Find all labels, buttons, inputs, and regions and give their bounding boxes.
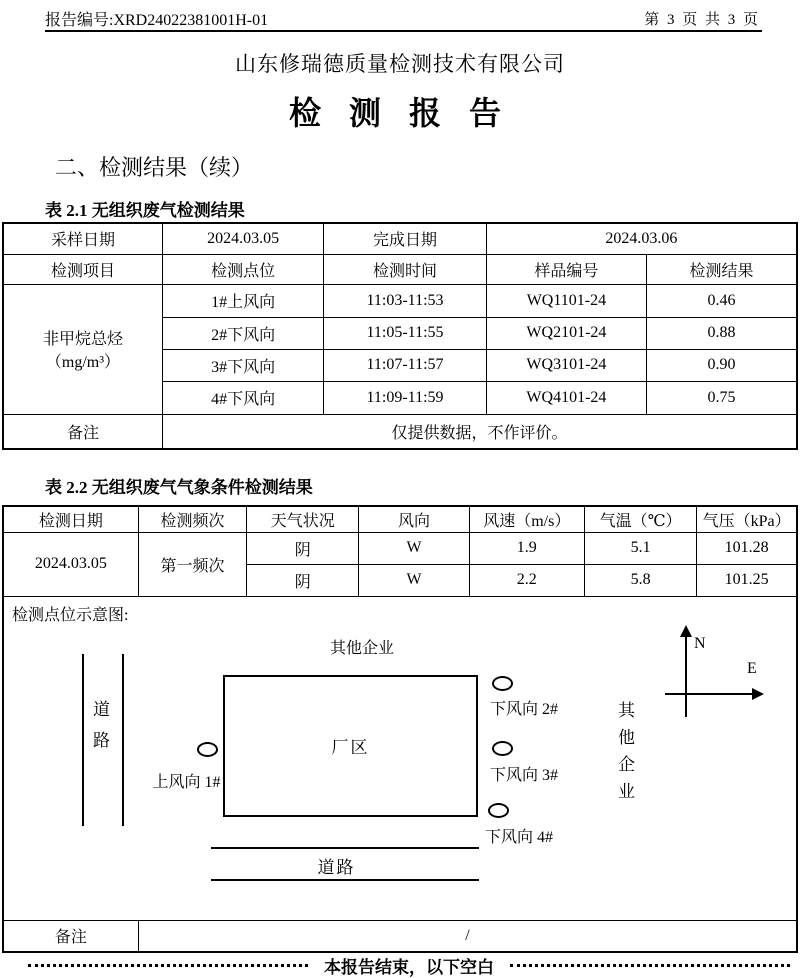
speed-cell: 2.2: [469, 564, 584, 596]
downwind-4-label: 下风向 4#: [485, 828, 554, 846]
point-cell: 4#下风向: [162, 381, 323, 414]
compass-east-axis: [665, 693, 755, 695]
table-header-row: [3, 506, 797, 532]
col-header-wind-speed: 风速（m/s）: [469, 506, 584, 532]
sampling-point-diagram: [4, 597, 796, 920]
result-cell: 0.90: [647, 349, 797, 381]
right-neighbor-label: 其他企业: [615, 700, 634, 809]
table-waste-gas-results: [2, 222, 798, 450]
report-footer: [28, 953, 790, 978]
compass-north-arrow-icon: [680, 625, 692, 637]
col-header-frequency: 检测频次: [138, 506, 246, 532]
speed-cell: 1.9: [469, 532, 584, 564]
bottom-road-line-2: [211, 879, 479, 881]
upwind-1-marker: [197, 742, 218, 757]
col-header-point: 检测点位: [162, 254, 323, 284]
diagram-label: 检测点位示意图:: [12, 606, 129, 624]
downwind-2-label: 下风向 2#: [490, 700, 559, 718]
time-cell: 11:09-11:59: [324, 381, 486, 414]
col-header-result: 检测结果: [647, 254, 797, 284]
table-row: [3, 532, 797, 564]
compass-east-arrow-icon: [752, 688, 764, 700]
remark-row: [3, 920, 797, 952]
sampling-date-value: 2024.03.05: [162, 223, 323, 254]
date-cell: 2024.03.05: [3, 532, 138, 596]
frequency-cell: 第一频次: [138, 532, 246, 596]
top-neighbor-label: 其他企业: [329, 639, 394, 657]
footer-dotted-line-left: [28, 964, 308, 967]
weather-cell: 阴: [247, 532, 359, 564]
downwind-2-marker: [492, 676, 513, 691]
time-cell: 11:03-11:53: [324, 284, 486, 317]
col-header-sample: 样品编号: [486, 254, 646, 284]
pressure-cell: 101.28: [697, 532, 797, 564]
result-cell: 0.46: [647, 284, 797, 317]
diagram-row: [3, 596, 797, 920]
remark-label: 备注: [3, 920, 138, 952]
item-name: 非甲烷总烃: [42, 331, 123, 348]
table-header-row: [3, 254, 797, 284]
result-cell: 0.88: [647, 317, 797, 349]
section-heading: 二、检测结果（续）: [55, 155, 254, 180]
col-header-wind-direction: 风向: [359, 506, 469, 532]
point-cell: 3#下风向: [162, 349, 323, 381]
report-number: 报告编号:XRD24022381001H-01: [45, 12, 269, 29]
temp-cell: 5.8: [584, 564, 696, 596]
temp-cell: 5.1: [584, 532, 696, 564]
compass-north-axis: [685, 635, 687, 717]
table-row: [3, 223, 797, 254]
compass-e-label: E: [747, 659, 757, 677]
direction-cell: W: [359, 564, 469, 596]
downwind-3-label: 下风向 3#: [490, 766, 559, 784]
company-name: 山东修瑞德质量检测技术有限公司: [235, 52, 565, 76]
downwind-4-marker: [488, 803, 509, 818]
end-of-report-text: 本报告结束，以下空白: [324, 958, 494, 977]
factory-area: [223, 675, 478, 817]
sample-cell: WQ1101-24: [486, 284, 646, 317]
table2-caption: 表 2.2 无组织废气气象条件检测结果: [45, 478, 313, 497]
finish-date-value: 2024.03.06: [486, 223, 797, 254]
sample-cell: WQ4101-24: [486, 381, 646, 414]
time-cell: 11:05-11:55: [324, 317, 486, 349]
weather-cell: 阴: [247, 564, 359, 596]
finish-date-label: 完成日期: [324, 223, 486, 254]
remark-text: /: [138, 920, 797, 952]
remark-row: [3, 414, 797, 449]
diagram-cell: [3, 596, 797, 920]
pressure-cell: 101.25: [697, 564, 797, 596]
table-row: [3, 284, 797, 317]
left-road-line-2: [122, 654, 124, 826]
bottom-road-label: 道路: [317, 857, 356, 877]
table1-caption: 表 2.1 无组织废气检测结果: [45, 201, 245, 220]
col-header-pressure: 气压（kPa）: [697, 506, 797, 532]
upwind-1-label: 上风向 1#: [152, 773, 221, 791]
item-cell: [3, 284, 162, 414]
sample-cell: WQ3101-24: [486, 349, 646, 381]
footer-dotted-line-right: [510, 964, 790, 967]
result-cell: 0.75: [647, 381, 797, 414]
col-header-temperature: 气温（℃）: [584, 506, 696, 532]
table-weather-conditions: [2, 505, 798, 953]
compass-n-label: N: [694, 634, 706, 652]
col-header-weather: 天气状况: [247, 506, 359, 532]
sampling-date-label: 采样日期: [3, 223, 162, 254]
time-cell: 11:07-11:57: [324, 349, 486, 381]
col-header-date: 检测日期: [3, 506, 138, 532]
col-header-time: 检测时间: [324, 254, 486, 284]
remark-text: 仅提供数据，不作评价。: [162, 414, 797, 449]
downwind-3-marker: [492, 741, 513, 756]
col-header-item: 检测项目: [3, 254, 162, 284]
header-divider: [45, 30, 762, 32]
document-title: 检 测 报 告: [288, 95, 511, 131]
point-cell: 2#下风向: [162, 317, 323, 349]
left-road-line-1: [82, 654, 84, 826]
remark-label: 备注: [3, 414, 162, 449]
point-cell: 1#上风向: [162, 284, 323, 317]
direction-cell: W: [359, 532, 469, 564]
item-unit: （mg/m³）: [45, 354, 121, 371]
bottom-road-line-1: [211, 847, 479, 849]
sample-cell: WQ2101-24: [486, 317, 646, 349]
left-road-label: 道路: [90, 699, 109, 762]
factory-label: 厂区: [331, 738, 370, 757]
page-number: 第 3 页 共 3 页: [644, 12, 760, 28]
